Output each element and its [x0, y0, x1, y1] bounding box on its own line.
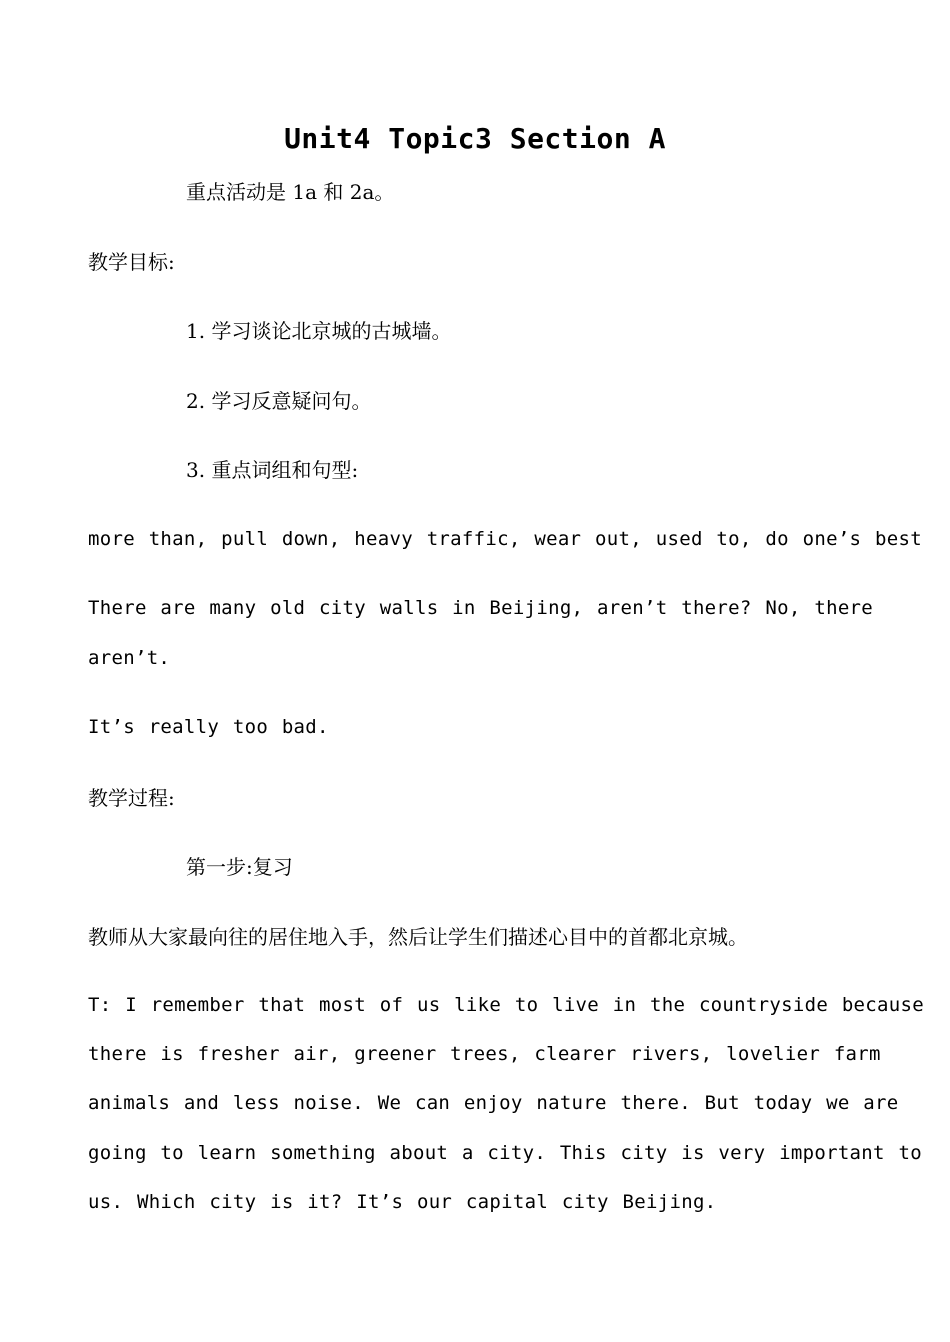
objective-item-2: 2. 学习反意疑问句。 — [186, 389, 372, 413]
teacher-line-4: going to learn something about a city. This city is very important to — [88, 1142, 922, 1164]
key-sentence-1-line-1: There are many old city walls in Beijing, aren’t there? No, there — [88, 597, 874, 619]
step-1-description: 教师从大家最向往的居住地入手，然后让学生们描述心目中的首都北京城。 — [88, 925, 748, 949]
process-heading: 教学过程: — [88, 786, 175, 810]
key-sentence-1-line-2: aren’t. — [88, 647, 171, 669]
objective-item-3: 3. 重点词组和句型: — [186, 458, 359, 482]
intro-text: 重点活动是 1a 和 2a。 — [186, 180, 395, 204]
objectives-heading: 教学目标: — [88, 250, 175, 274]
teacher-line-3: animals and less noise. We can enjoy nature there. But today we are — [88, 1092, 899, 1114]
key-sentence-2: It’s really too bad. — [88, 716, 329, 738]
objective-item-1: 1. 学习谈论北京城的古城墙。 — [186, 319, 452, 343]
step-1-heading: 第一步:复习 — [186, 855, 293, 879]
teacher-line-5: us. Which city is it? It’s our capital city Beijing. — [88, 1191, 717, 1213]
key-phrases: more than, pull down, heavy traffic, wear out, used to, do one’s best — [88, 528, 922, 550]
teacher-line-1: T: I remember that most of us like to live in the countryside because — [88, 994, 924, 1016]
document-title: Unit4 Topic3 Section A — [284, 122, 666, 155]
teacher-line-2: there is fresher air, greener trees, clearer rivers, lovelier farm — [88, 1043, 881, 1065]
